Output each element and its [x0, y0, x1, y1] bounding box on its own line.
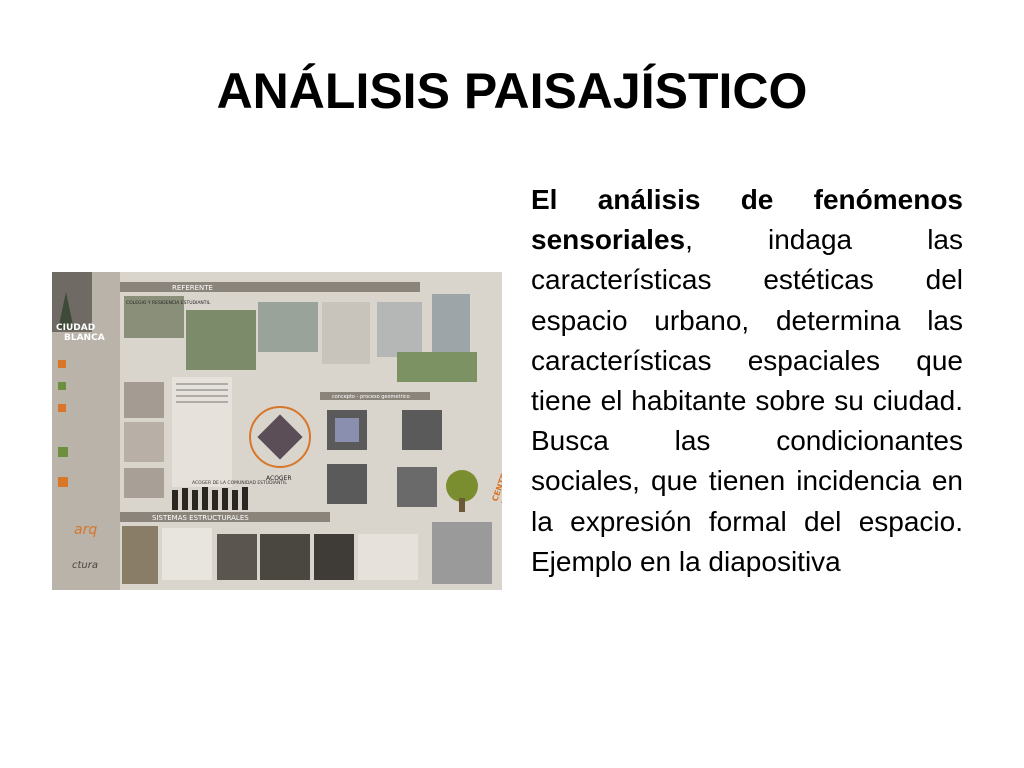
slide-title: ANÁLISIS PAISAJÍSTICO	[216, 63, 808, 119]
poster-colegio-label: COLEGIO Y RESIDENCIA ESTUDIANTIL	[126, 301, 211, 306]
slide-body-text	[531, 180, 963, 582]
poster-bottom-header: SISTEMAS ESTRUCTURALES	[152, 514, 249, 522]
poster-ctura-label: ctura	[72, 560, 98, 571]
poster-header-center: concepto - proceso geometrico	[332, 394, 410, 400]
architecture-poster-image	[52, 272, 502, 590]
poster-header-left: REFERENTE	[172, 284, 213, 292]
poster-arq-label: arq	[74, 522, 98, 538]
body-rest: , indaga las características estéticas del espacio urbano, determina las características espaciales que tiene el habitante sobre su ciudad. Busca las condicionantes sociales, que tienen incidencia en la expresión formal del espacio. Ejemplo en la diapositiva	[531, 224, 963, 577]
poster-graphic	[52, 272, 502, 590]
poster-acoger-label: ACOGER	[266, 475, 292, 482]
poster-logo-line1: CIUDAD	[56, 323, 96, 333]
poster-comunidad-label: ACOGER DE LA COMUNIDAD ESTUDIANTIL	[192, 481, 287, 486]
poster-logo-line2: BLANCA	[64, 333, 105, 343]
body-bold-lead: El análisis de fenómenos sensoriales	[531, 184, 963, 256]
